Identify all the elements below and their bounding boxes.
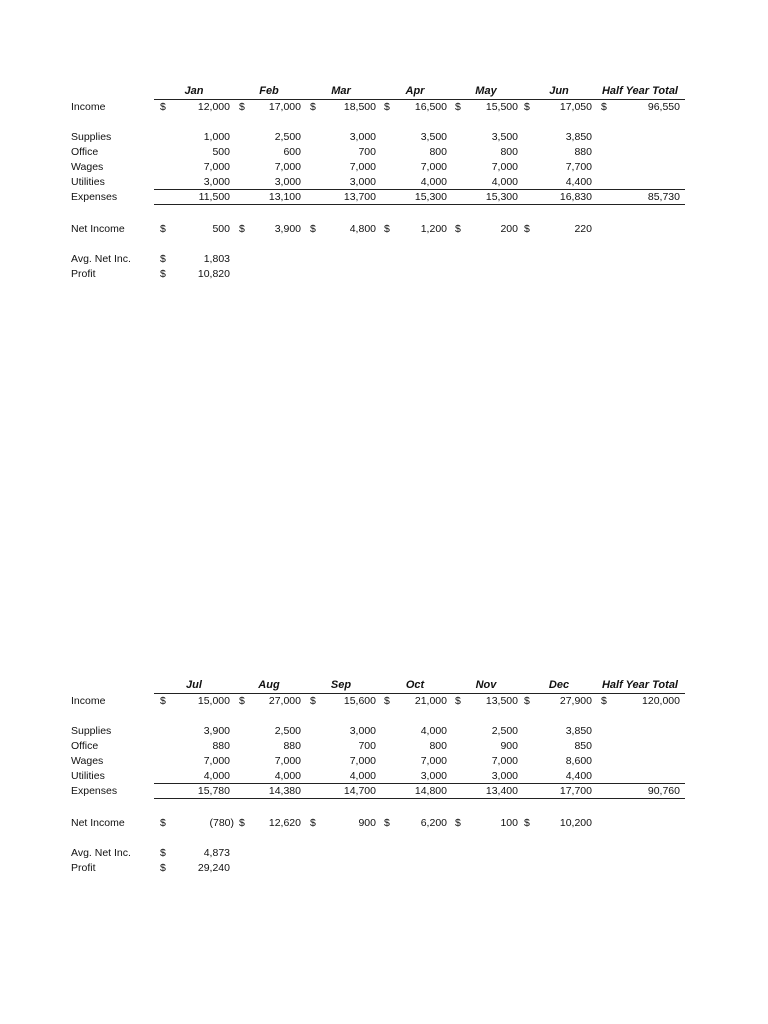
month-header-aug: Aug (258, 679, 280, 691)
utilities-label: Utilities (71, 176, 105, 188)
income-value: 17,000 (268, 101, 301, 113)
currency-symbol: $ (524, 223, 530, 235)
currency-symbol: $ (384, 223, 390, 235)
net-income-value: 12,620 (268, 817, 301, 829)
currency-symbol: $ (384, 695, 390, 707)
month-header-nov: Nov (475, 679, 497, 691)
currency-symbol: $ (310, 817, 316, 829)
net-income-value: 200 (500, 223, 518, 235)
supplies-value: 2,500 (274, 725, 301, 737)
supplies-value: 3,500 (491, 131, 518, 143)
net-income-label: Net Income (71, 223, 125, 235)
income-value: 15,000 (197, 695, 230, 707)
month-header-jul: Jul (186, 679, 202, 691)
expenses-total: 90,760 (647, 785, 680, 797)
month-header-sep: Sep (330, 679, 352, 691)
wages-value: 7,000 (203, 161, 230, 173)
utilities-value: 3,000 (420, 770, 447, 782)
half-year-total-header: Half Year Total (601, 679, 678, 691)
avg-net-inc-value: 1,803 (203, 253, 230, 265)
half-year-total-header: Half Year Total (601, 85, 678, 97)
currency-symbol: $ (455, 101, 461, 113)
currency-symbol: $ (524, 101, 530, 113)
wages-value: 7,000 (420, 755, 447, 767)
currency-symbol: $ (310, 223, 316, 235)
income-value: 15,500 (485, 101, 518, 113)
profit-value: 29,240 (197, 862, 230, 874)
expenses-value: 13,400 (485, 785, 518, 797)
month-header-may: May (475, 85, 497, 97)
profit-value: 10,820 (197, 268, 230, 280)
expenses-label: Expenses (71, 785, 118, 797)
income-value: 16,500 (414, 101, 447, 113)
net-income-value: 4,800 (349, 223, 376, 235)
profit-label: Profit (71, 862, 96, 874)
utilities-value: 3,000 (491, 770, 518, 782)
office-label: Office (71, 740, 99, 752)
office-value: 800 (429, 146, 447, 158)
expenses-value: 13,700 (343, 191, 376, 203)
table-rule-line (154, 204, 685, 205)
supplies-value: 3,850 (565, 131, 592, 143)
month-header-mar: Mar (331, 85, 351, 97)
net-income-value: 6,200 (420, 817, 447, 829)
month-header-jan: Jan (184, 85, 204, 97)
supplies-value: 3,850 (565, 725, 592, 737)
expenses-value: 11,500 (198, 191, 230, 203)
income-value: 27,900 (559, 695, 592, 707)
net-income-value: 500 (212, 223, 230, 235)
office-value: 700 (358, 146, 376, 158)
office-value: 900 (500, 740, 518, 752)
currency-symbol: $ (310, 695, 316, 707)
expenses-value: 14,700 (343, 785, 376, 797)
office-value: 500 (212, 146, 230, 158)
office-value: 600 (283, 146, 301, 158)
supplies-value: 3,000 (349, 725, 376, 737)
utilities-value: 3,000 (203, 176, 230, 188)
currency-symbol: $ (384, 101, 390, 113)
utilities-value: 4,400 (565, 176, 592, 188)
currency-symbol: $ (239, 101, 245, 113)
month-header-oct: Oct (405, 679, 425, 691)
currency-symbol: $ (160, 847, 166, 859)
wages-value: 7,000 (274, 161, 301, 173)
wages-value: 7,000 (349, 755, 376, 767)
currency-symbol: $ (524, 695, 530, 707)
currency-symbol: $ (160, 817, 166, 829)
utilities-value: 4,000 (203, 770, 230, 782)
office-value: 880 (283, 740, 301, 752)
income-value: 15,600 (343, 695, 376, 707)
avg-net-inc-label: Avg. Net Inc. (71, 847, 131, 859)
utilities-value: 4,000 (420, 176, 447, 188)
net-income-value: 1,200 (420, 223, 447, 235)
utilities-label: Utilities (71, 770, 105, 782)
net-income-value: 220 (574, 223, 592, 235)
wages-value: 7,000 (491, 755, 518, 767)
currency-symbol: $ (310, 101, 316, 113)
wages-value: 7,000 (274, 755, 301, 767)
currency-symbol: $ (239, 223, 245, 235)
expenses-value: 16,830 (559, 191, 592, 203)
office-value: 800 (429, 740, 447, 752)
expenses-label: Expenses (71, 191, 118, 203)
currency-symbol: $ (160, 253, 166, 265)
income-label: Income (71, 695, 106, 707)
currency-symbol: $ (384, 817, 390, 829)
currency-symbol: $ (601, 695, 607, 707)
avg-net-inc-value: 4,873 (203, 847, 230, 859)
net-income-value: 900 (358, 817, 376, 829)
utilities-value: 4,000 (349, 770, 376, 782)
utilities-value: 3,000 (349, 176, 376, 188)
currency-symbol: $ (160, 695, 166, 707)
supplies-value: 2,500 (274, 131, 301, 143)
income-total: 120,000 (642, 695, 680, 707)
currency-symbol: $ (455, 223, 461, 235)
wages-label: Wages (71, 161, 104, 173)
month-header-dec: Dec (548, 679, 570, 691)
expenses-value: 15,300 (414, 191, 447, 203)
supplies-value: 1,000 (203, 131, 230, 143)
expenses-total: 85,730 (647, 191, 680, 203)
expenses-value: 15,300 (485, 191, 518, 203)
currency-symbol: $ (239, 817, 245, 829)
office-value: 850 (574, 740, 592, 752)
utilities-value: 4,000 (274, 770, 301, 782)
office-value: 700 (358, 740, 376, 752)
income-value: 13,500 (485, 695, 518, 707)
avg-net-inc-label: Avg. Net Inc. (71, 253, 131, 265)
supplies-label: Supplies (71, 725, 112, 737)
utilities-value: 3,000 (274, 176, 301, 188)
supplies-value: 3,900 (203, 725, 230, 737)
income-value: 21,000 (414, 695, 447, 707)
currency-symbol: $ (160, 862, 166, 874)
office-value: 880 (574, 146, 592, 158)
expenses-value: 13,100 (268, 191, 301, 203)
currency-symbol: $ (455, 817, 461, 829)
wages-value: 7,000 (349, 161, 376, 173)
currency-symbol: $ (455, 695, 461, 707)
wages-label: Wages (71, 755, 104, 767)
income-value: 17,050 (559, 101, 592, 113)
month-header-apr: Apr (405, 85, 425, 97)
month-header-feb: Feb (259, 85, 279, 97)
income-label: Income (71, 101, 106, 113)
table-rule-line (154, 798, 685, 799)
wages-value: 7,000 (203, 755, 230, 767)
expenses-value: 14,380 (268, 785, 301, 797)
expenses-value: 15,780 (197, 785, 230, 797)
wages-value: 8,600 (565, 755, 592, 767)
currency-symbol: $ (160, 101, 166, 113)
supplies-value: 3,000 (349, 131, 376, 143)
net-income-label: Net Income (71, 817, 125, 829)
expenses-value: 17,700 (559, 785, 592, 797)
utilities-value: 4,400 (565, 770, 592, 782)
net-income-value: (780) (209, 817, 234, 829)
wages-value: 7,000 (491, 161, 518, 173)
net-income-value: 10,200 (559, 817, 592, 829)
wages-value: 7,700 (565, 161, 592, 173)
office-value: 880 (212, 740, 230, 752)
supplies-value: 2,500 (491, 725, 518, 737)
supplies-value: 4,000 (420, 725, 447, 737)
profit-label: Profit (71, 268, 96, 280)
income-value: 12,000 (197, 101, 230, 113)
supplies-label: Supplies (71, 131, 112, 143)
income-value: 18,500 (343, 101, 376, 113)
month-header-jun: Jun (549, 85, 569, 97)
office-value: 800 (500, 146, 518, 158)
net-income-value: 3,900 (274, 223, 301, 235)
supplies-value: 3,500 (420, 131, 447, 143)
currency-symbol: $ (601, 101, 607, 113)
utilities-value: 4,000 (491, 176, 518, 188)
currency-symbol: $ (524, 817, 530, 829)
net-income-value: 100 (500, 817, 518, 829)
wages-value: 7,000 (420, 161, 447, 173)
currency-symbol: $ (160, 268, 166, 280)
expenses-value: 14,800 (414, 785, 447, 797)
currency-symbol: $ (160, 223, 166, 235)
income-total: 96,550 (647, 101, 680, 113)
office-label: Office (71, 146, 99, 158)
income-value: 27,000 (268, 695, 301, 707)
currency-symbol: $ (239, 695, 245, 707)
